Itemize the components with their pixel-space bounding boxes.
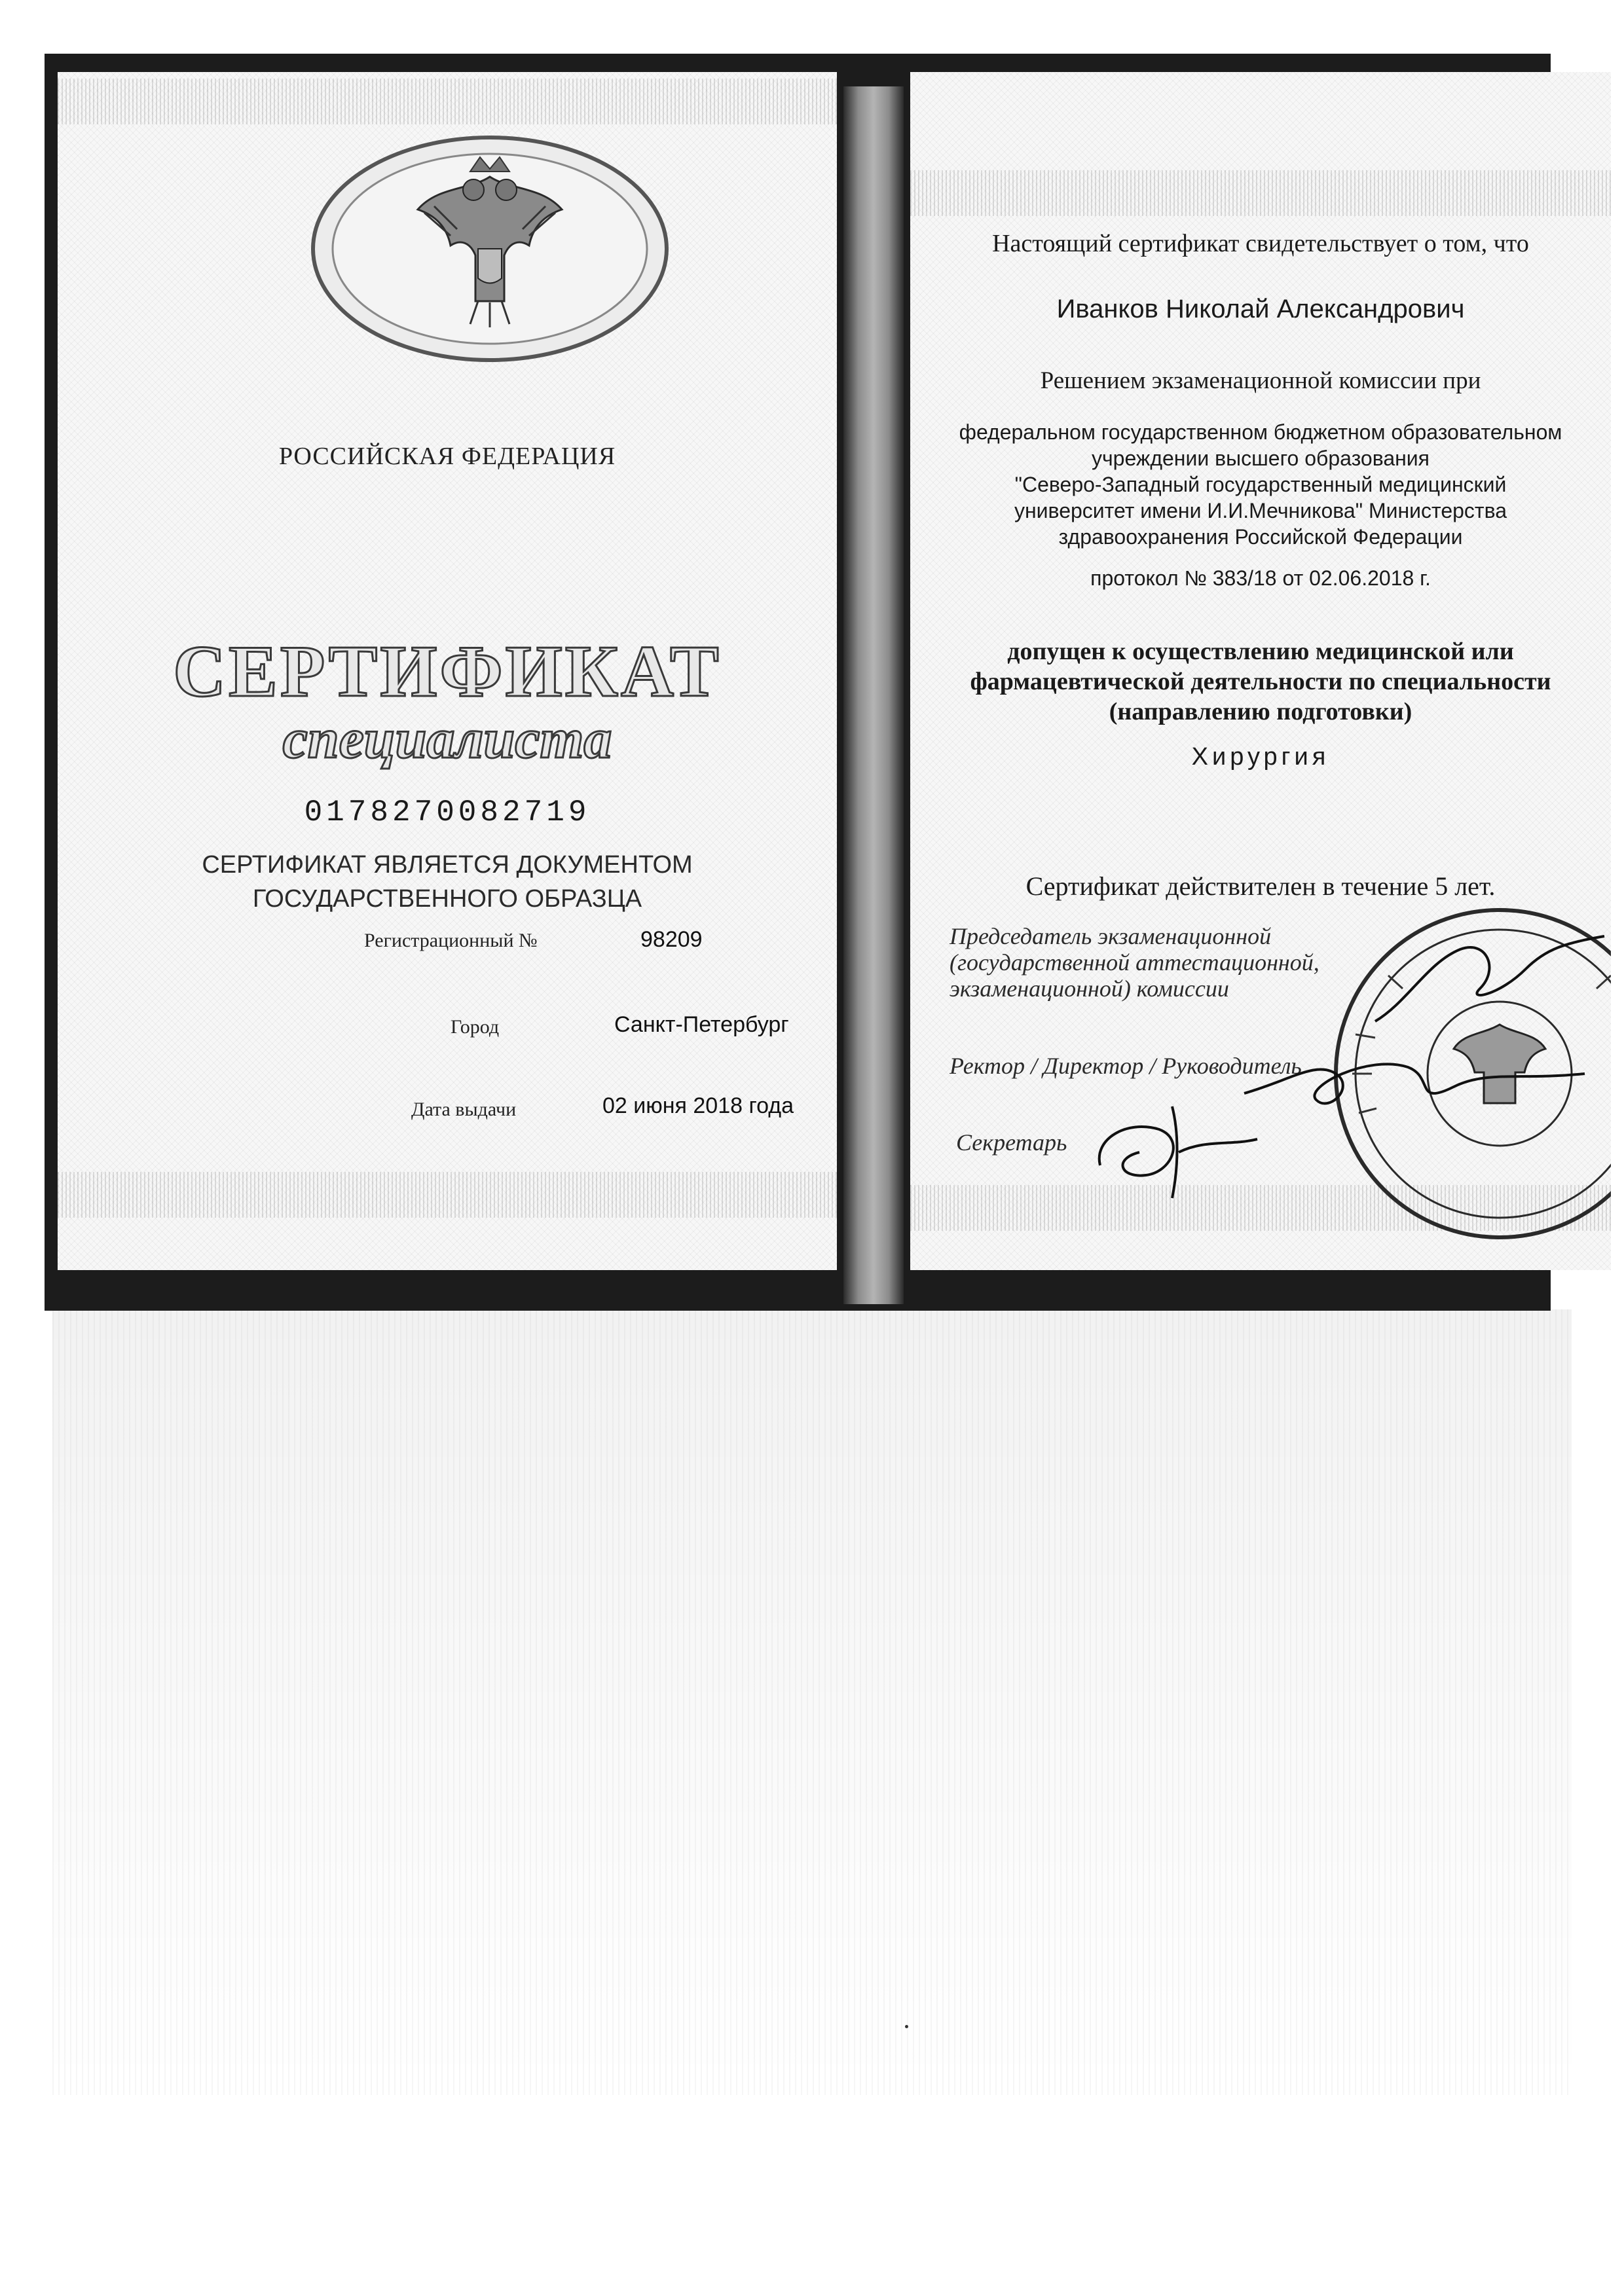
- institution-line: университет имени И.И.Мечникова" Министерства: [1014, 499, 1507, 522]
- certificate-booklet: [45, 54, 1562, 1311]
- institution-line: учреждении высшего образования: [1092, 446, 1430, 470]
- secretary-signature-label: Секретарь: [956, 1129, 1067, 1156]
- document-type-line: СЕРТИФИКАТ ЯВЛЯЕТСЯ ДОКУМЕНТОМ: [202, 851, 693, 879]
- institution-line: "Северо-Западный государственный медицинский: [1014, 473, 1507, 496]
- booklet-spine: [843, 86, 904, 1304]
- certificate-title: СЕРТИФИКАТ: [173, 631, 722, 712]
- commission-decision: Решением экзаменационной комиссии при: [1040, 367, 1481, 394]
- validity-statement: Сертификат действителен в течение 5 лет.: [1025, 871, 1496, 901]
- city-label: Город: [451, 1016, 500, 1038]
- chair-line: Председатель экзаменационной: [950, 923, 1272, 949]
- issue-date-label: Дата выдачи: [411, 1099, 517, 1120]
- institution-line: здравоохранения Российской Федерации: [1058, 525, 1463, 549]
- country-title: РОССИЙСКАЯ ФЕДЕРАЦИЯ: [278, 443, 616, 470]
- admission-line: (направлению подготовки): [1109, 698, 1412, 725]
- scan-speck: [905, 2025, 908, 2028]
- registration-number: 98209: [640, 927, 703, 952]
- scanner-streaks: [52, 1309, 1572, 2095]
- guilloche-band: [58, 79, 837, 124]
- rector-signature: [1238, 1034, 1591, 1126]
- certificate-subtitle: специалиста: [282, 707, 612, 770]
- coat-of-arms-emblem: [306, 131, 673, 367]
- secretary-signature: [1080, 1093, 1264, 1205]
- left-page: [58, 72, 837, 1270]
- protocol-line: протокол № 383/18 от 02.06.2018 г.: [1090, 566, 1431, 590]
- document-type-line: ГОСУДАРСТВЕННОГО ОБРАЗЦА: [252, 885, 642, 913]
- city-value: Санкт-Петербург: [614, 1012, 789, 1037]
- guilloche-band: [58, 1172, 837, 1218]
- specialty: Хирургия: [1191, 743, 1330, 771]
- registration-label: Регистрационный №: [364, 930, 538, 951]
- document-type: [58, 848, 837, 916]
- issue-date-value: 02 июня 2018 года: [602, 1093, 794, 1118]
- chair-signature: [1369, 923, 1611, 1034]
- right-page: [910, 72, 1611, 1270]
- certificate-number: 0178270082719: [304, 795, 591, 829]
- institution-block: [910, 419, 1611, 550]
- admission-block: [910, 636, 1611, 727]
- certificate-intro: Настоящий сертификат свидетельствует о том, что: [992, 230, 1529, 257]
- chair-line: (государственной аттестационной,: [950, 949, 1320, 975]
- holder-name: Иванков Николай Александрович: [1056, 295, 1465, 323]
- rector-signature-label: Ректор / Директор / Руководитель: [950, 1053, 1302, 1079]
- admission-line: допущен к осуществлению медицинской или: [1007, 638, 1514, 665]
- chair-line: экзаменационной) комиссии: [950, 975, 1229, 1002]
- guilloche-band: [910, 170, 1611, 216]
- admission-line: фармацевтической деятельности по специальности: [970, 668, 1551, 695]
- institution-line: федеральном государственном бюджетном образовательном: [959, 420, 1562, 444]
- chair-signature-label: [950, 923, 1320, 1002]
